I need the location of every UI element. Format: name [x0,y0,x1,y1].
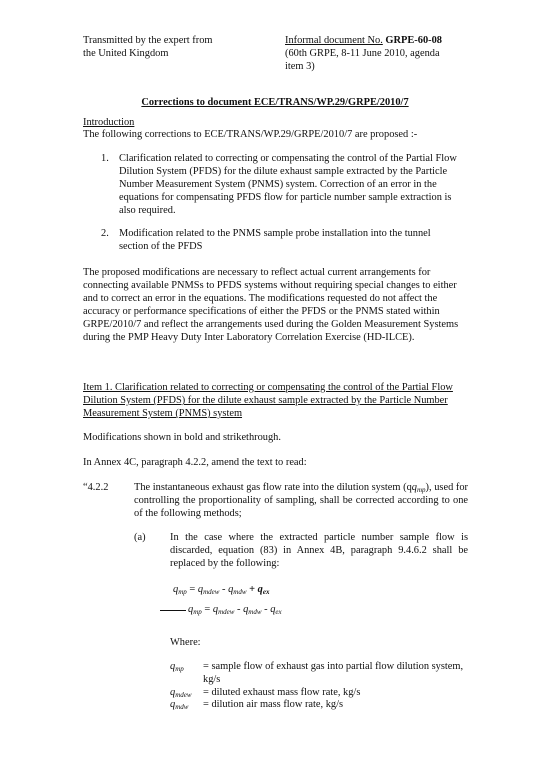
eq2-term1-sub: mdew [218,608,235,616]
para-symbol: q [411,482,417,493]
def-symbol [170,698,188,711]
def-text: = sample flow of exhaust gas into partial flow dilution system, kg/s [203,661,464,685]
intro-lead: The following corrections to ECE/TRANS/WP.29/GRPE/2010/7 are proposed :- [83,129,418,140]
eq2-lhs: q [188,604,194,615]
list-item-1-number: 1. [101,153,109,164]
def-symbol-letter: q [170,699,176,710]
paragraph-4-2-2-text [134,481,468,520]
equation-2-strikethrough [188,603,282,616]
eq2-term1: q [212,604,219,615]
def-text: = diluted exhaust mass flow rate, kg/s [203,687,361,698]
list-item-2-number: 2. [101,228,109,239]
eq1-term3: q [257,584,263,595]
item1-heading: Item 1. Clarification related to correcting or compensating the control of the Partial Flow Dilution System (PFDS) for the dilute exhaust sample extracted by the Particle Number Measurement System (PNMS) system [83,382,453,419]
eq2-term3-sub: ex [275,608,282,616]
def-symbol-sub: mdew [175,691,192,699]
modifications-note: Modifications shown in bold and strikethrough. [83,432,281,443]
subitem-label: (a) [134,532,146,543]
eq1-term1: q [197,584,204,595]
eq1-term1-sub: mdew [203,588,220,596]
para-text-start: The instantaneous exhaust gas flow rate into the dilution system (q [134,482,412,493]
header-right-line2: (60th GRPE, 8-11 June 2010, agenda [285,48,440,59]
eq2-op2: - [264,604,268,615]
eq1-term3-sub: ex [262,588,270,596]
eq1-lhs: q [173,584,179,595]
header-right-line1 [285,34,442,47]
subitem-a-text: In the case where the extracted particle number sample flow is discarded, equation (83) in Annex 4B, paragraph 9.4.6.2 shall be replaced by the following: [170,532,468,569]
eq1-term2-sub: mdw [233,588,247,596]
page-title: Corrections to document ECE/TRANS/WP.29/GRPE/2010/7 [141,97,409,108]
eq2-equals: = [204,604,211,615]
def-symbol-sub: mdw [175,703,189,711]
strikethrough-line [160,610,186,611]
intro-heading: Introduction [83,117,135,128]
eq1-lhs-sub: mp [178,588,187,596]
eq2-op1: - [237,604,241,615]
eq2-term2: q [243,604,249,615]
eq2-term3: q [270,604,276,615]
eq1-op1: - [222,584,226,595]
def-symbol [170,660,184,673]
def-symbol-letter: q [170,687,176,698]
header-right-line3: item 3) [285,61,315,72]
intro-body: The proposed modifications are necessary to reflect actual current arrangements for connecting available PNMSs to PFDS systems without requiring special changes to either and to correct an error in the equations. The modifications requested do not affect the accuracy or performance specifications of either the PFDS or the PNMS stated within GRPE/2010/7 and reflect the arrangements used during the Golden Measurement Systems during the PMP Heavy Duty Inter Laboratory Correlation Exercise (HD-ILCE). [83,267,459,343]
list-item-2-text: Modification related to the PNMS sample probe installation into the tunnel section of the PFDS [119,228,431,252]
header-left [83,34,212,60]
list-item-1-text: Clarification related to correcting or compensating the control of the Partial Flow Dilution System (PFDS) for the dilute exhaust sample extracted by the Particle Number Measurement System (PNMS) system. Correction of an error in the equations for compensating PFDS flow for particle number sample extraction is also required. [119,153,457,216]
eq1-term2: q [228,584,234,595]
para-text-end: ), used for controlling the proportionality of sampling, shall be corrected according to one of the following methods; [134,482,468,519]
def-text: = dilution air mass flow rate, kg/s [203,699,344,710]
eq1-equals: = [189,584,196,595]
header-left-line1: Transmitted by the expert from [83,35,213,46]
doc-number-label: Informal document No. [285,35,383,46]
header-right [285,34,442,73]
where-label: Where: [170,637,201,648]
paragraph-number: “4.2.2 [83,482,109,493]
equation-1 [173,583,269,596]
doc-number: GRPE-60-08 [382,35,442,46]
eq1-op2: + [249,584,256,595]
eq2-lhs-sub: mp [193,608,202,616]
eq2-term2-sub: mdw [248,608,262,616]
para-symbol-sub: mp [416,486,426,494]
header-left-line2: the United Kingdom [83,48,169,59]
annex-note: In Annex 4C, paragraph 4.2.2, amend the text to read: [83,457,307,468]
def-symbol-sub: mp [175,665,184,673]
def-symbol-letter: q [170,661,176,672]
